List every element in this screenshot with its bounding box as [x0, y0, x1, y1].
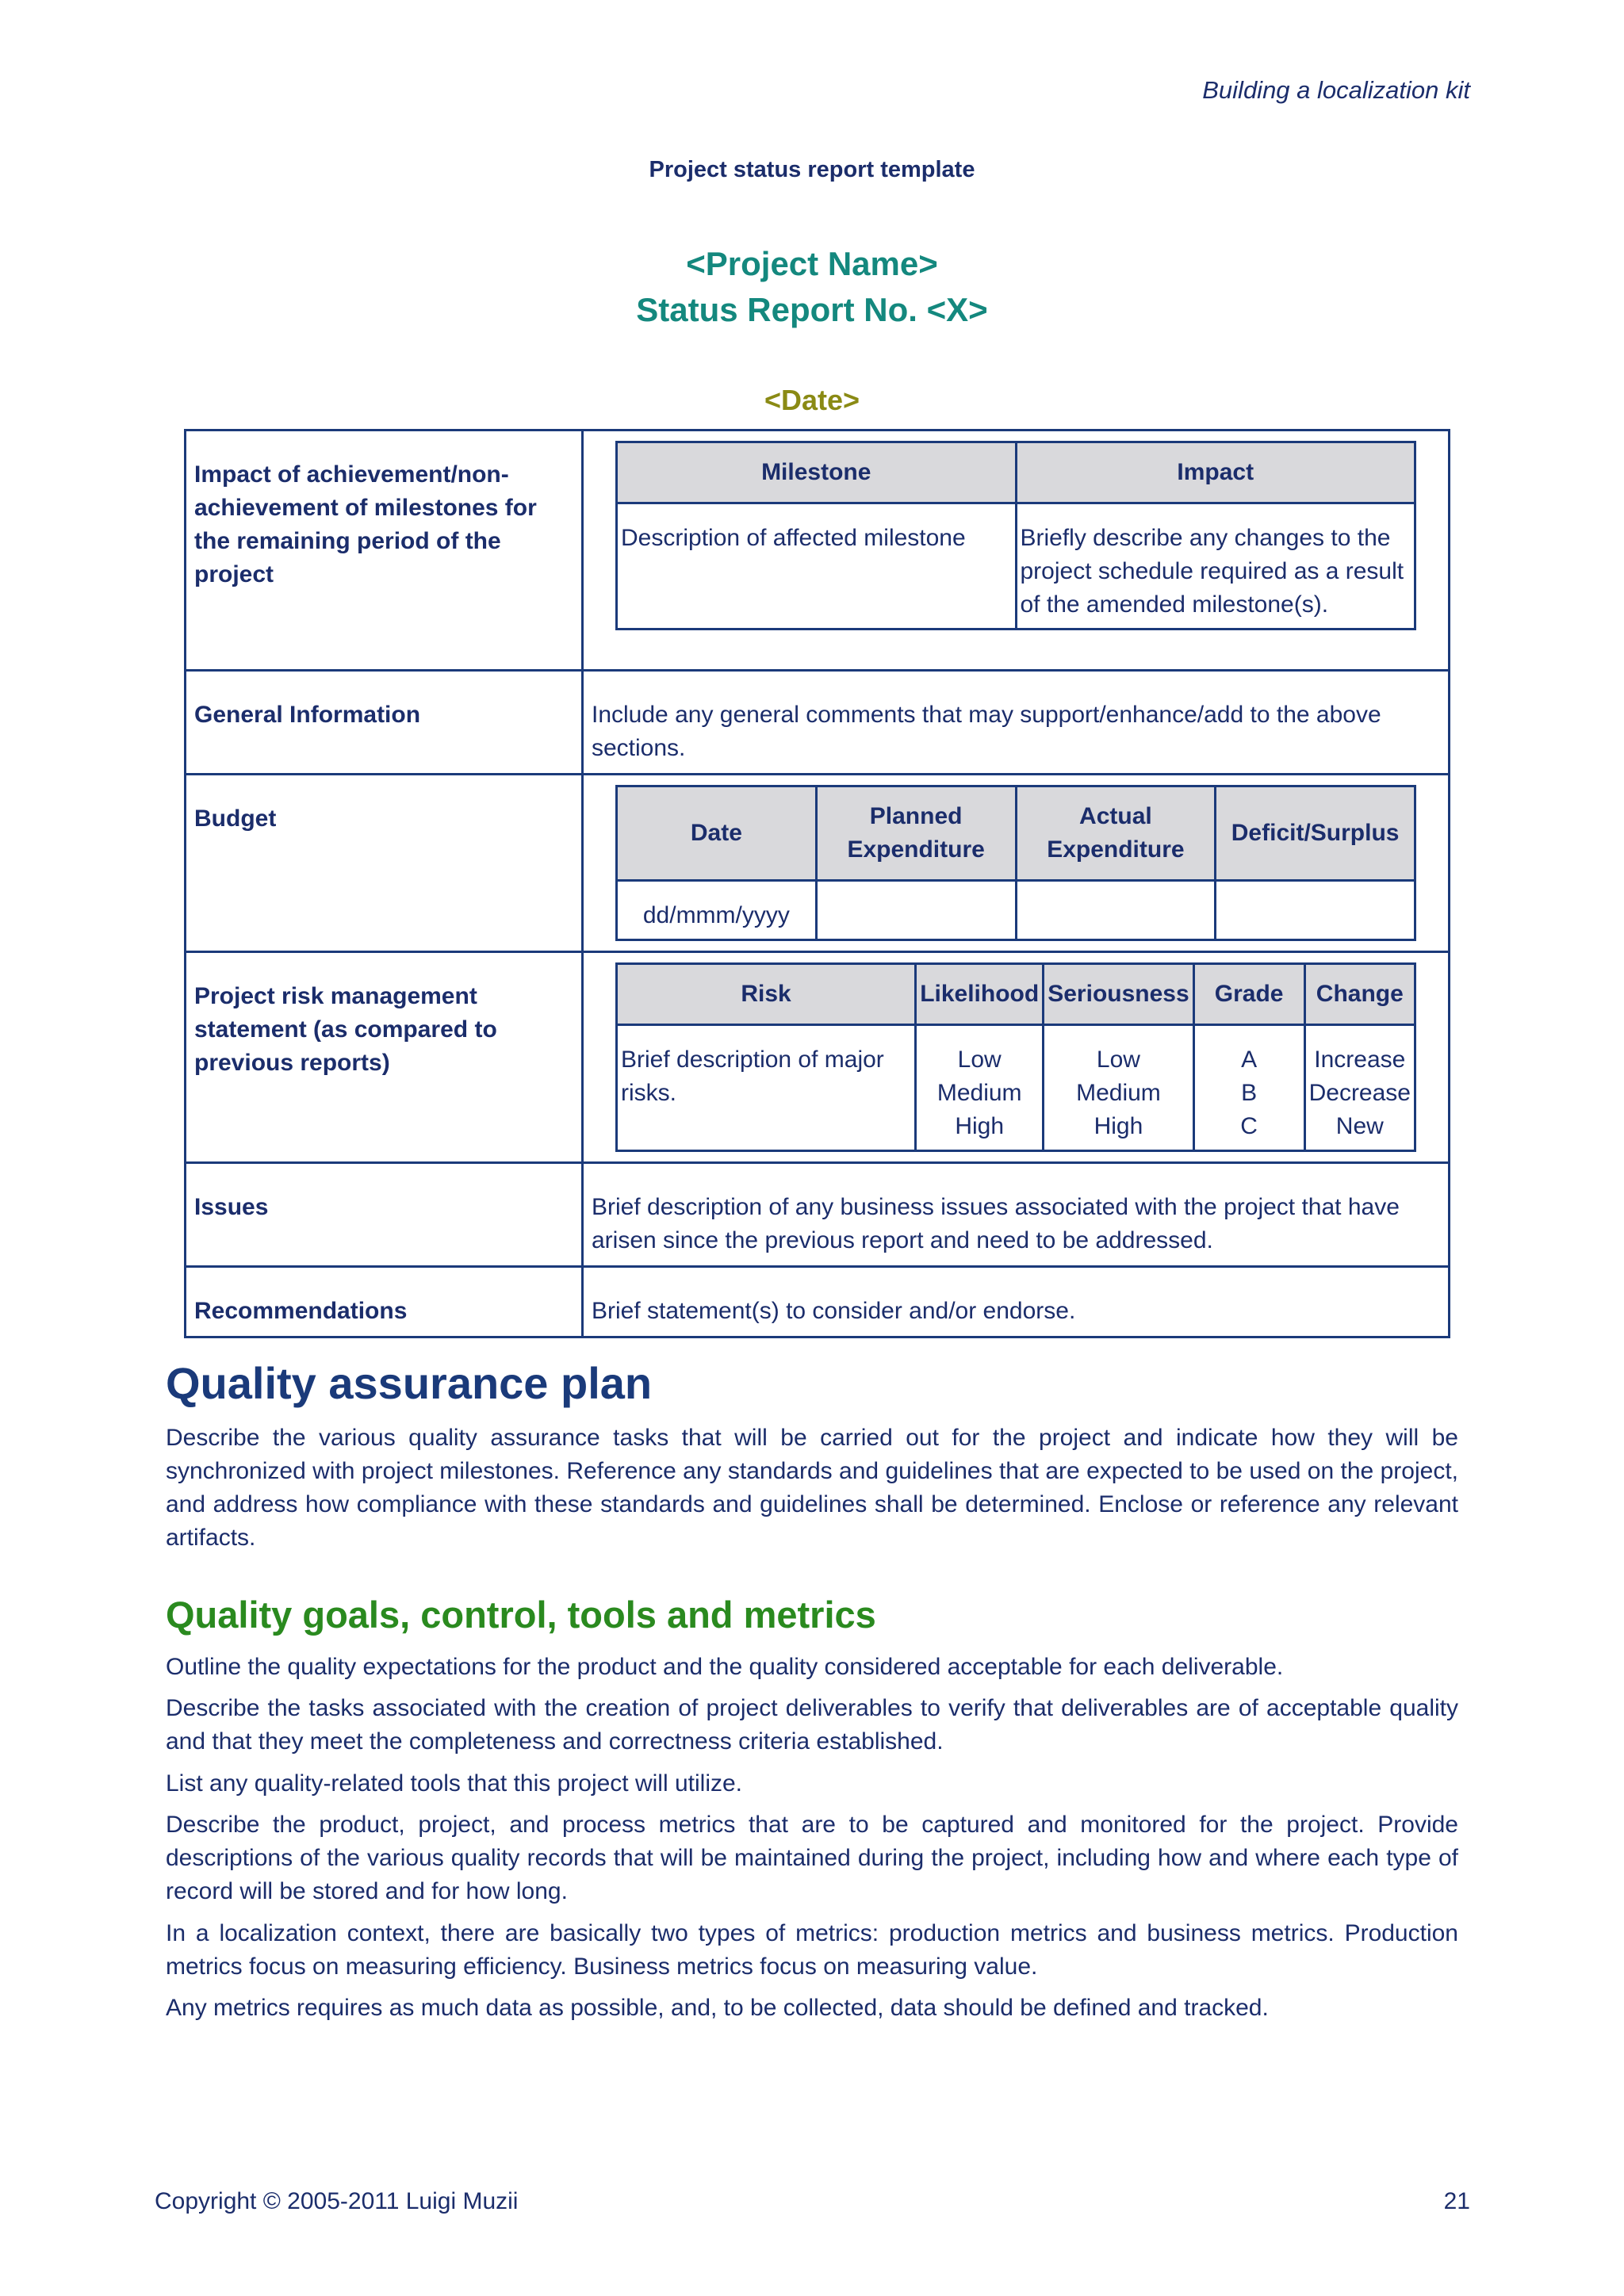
running-header: Building a localization kit [1202, 76, 1470, 104]
milestone-cell: Description of affected milestone [617, 503, 1017, 629]
impact-header: Impact [1016, 442, 1415, 503]
recommendations-text: Brief statement(s) to consider and/or endorse. [583, 1267, 1450, 1337]
general-row [186, 671, 1450, 775]
budget-date-cell: dd/mmm/yyyy [617, 881, 817, 940]
milestones-label: Impact of achievement/non-achievement of milestones for the remaining period of the project [186, 430, 583, 671]
seriousness-header: Seriousness [1044, 964, 1193, 1025]
budget-row [186, 775, 1450, 952]
general-label: General Information [186, 671, 583, 775]
general-text: Include any general comments that may support/enhance/add to the above sections. [583, 671, 1450, 775]
change-header: Change [1304, 964, 1415, 1025]
budget-date-header: Date [617, 786, 817, 881]
qa-plan-text: Describe the various quality assurance tasks that will be carried out for the project and indicate how they will be synchronized with project milestones. Reference any standards and guidelines that are expected to be used on the project, and address how compliance with these standards and guidelines shall be determined. Enclose or reference any relevant artifacts. [166, 1425, 1458, 1551]
budget-label: Budget [186, 775, 583, 952]
budget-actual-cell [1016, 881, 1216, 940]
issues-label: Issues [186, 1163, 583, 1267]
budget-planned-cell [816, 881, 1016, 940]
grade-cell: A B C [1193, 1025, 1304, 1151]
quality-goals-paragraph: Outline the quality expectations for the product and the quality considered acceptable for each deliverable. [166, 1654, 1284, 1680]
template-title: Project status report template [649, 157, 975, 182]
status-report-table [184, 429, 1450, 1338]
report-number: Status Report No. <X> [636, 291, 988, 328]
quality-goals-heading: Quality goals, control, tools and metrics [166, 1594, 876, 1636]
project-name: <Project Name> [686, 245, 938, 282]
issues-text: Brief description of any business issues associated with the project that have arisen since the previous report and need to be addressed. [583, 1163, 1450, 1267]
budget-deficit-cell [1216, 881, 1415, 940]
report-date: <Date> [764, 384, 860, 416]
budget-table [615, 785, 1416, 941]
quality-goals-paragraph: List any quality-related tools that this project will utilize. [166, 1770, 743, 1797]
milestones-row [186, 430, 1450, 671]
copyright: Copyright © 2005-2011 Luigi Muzii [155, 2188, 519, 2214]
risk-table [615, 962, 1416, 1152]
grade-header: Grade [1193, 964, 1304, 1025]
likelihood-header: Likelihood [916, 964, 1044, 1025]
budget-deficit-header: Deficit/Surplus [1216, 786, 1415, 881]
likelihood-cell: Low Medium High [916, 1025, 1044, 1151]
recommendations-row [186, 1267, 1450, 1337]
impact-cell: Briefly describe any changes to the project schedule required as a result of the amended milestone(s). [1016, 503, 1415, 629]
quality-goals-paragraph: Describe the tasks associated with the creation of project deliverables to verify that deliverables are of acceptable quality and that they meet the completeness and correctness criteria established. [166, 1695, 1458, 1755]
quality-goals-paragraph: Any metrics requires as much data as possible, and, to be collected, data should be defined and tracked. [166, 1995, 1269, 2021]
seriousness-cell: Low Medium High [1044, 1025, 1193, 1151]
budget-actual-header: Actual Expenditure [1016, 786, 1216, 881]
project-title-block [0, 241, 1624, 333]
risk-header: Risk [617, 964, 916, 1025]
risk-label: Project risk management statement (as compared to previous reports) [186, 952, 583, 1163]
milestone-header: Milestone [617, 442, 1017, 503]
quality-goals-paragraph: In a localization context, there are basically two types of metrics: production metrics and business metrics. Production metrics focus on measuring efficiency. Business metrics focus on measuring value. [166, 1920, 1458, 1980]
issues-row [186, 1163, 1450, 1267]
quality-goals-paragraph: Describe the product, project, and process metrics that are to be captured and monitored for the project. Provide descriptions of the various quality records that will be maintained during the project, including how and where each type of record will be stored and for how long. [166, 1812, 1458, 1904]
budget-planned-header: Planned Expenditure [816, 786, 1016, 881]
milestones-table [615, 441, 1416, 630]
risk-description-cell: Brief description of major risks. [617, 1025, 916, 1151]
qa-plan-heading: Quality assurance plan [166, 1358, 653, 1408]
change-cell: Increase Decrease New [1304, 1025, 1415, 1151]
page-number: 21 [1443, 2188, 1470, 2214]
recommendations-label: Recommendations [186, 1267, 583, 1337]
risk-row [186, 952, 1450, 1163]
